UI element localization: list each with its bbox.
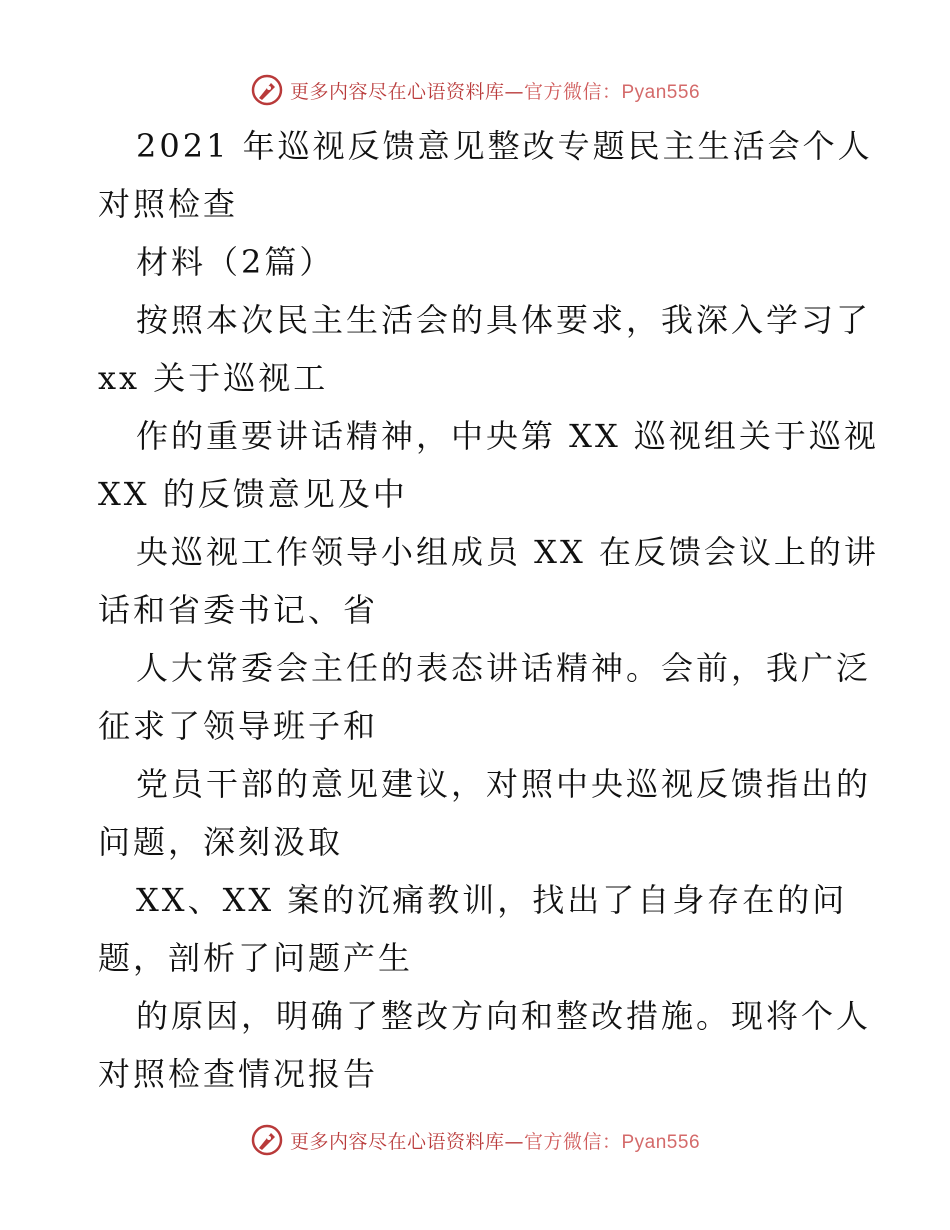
pen-nib-circle-logo-icon — [250, 73, 284, 107]
paragraph-line: 作的重要讲话精神，中央第 XX 巡视组关于巡视 — [136, 417, 879, 455]
watermark-id: Pyan556 — [621, 81, 701, 103]
paragraph-line: XX、XX 案的沉痛教训，找出了自身存在的问 — [136, 881, 848, 919]
paragraph-line: 问题，深刻汲取 — [98, 823, 344, 861]
paragraph-line: xx 关于巡视工 — [98, 359, 329, 397]
paragraph-line: 题，剖析了问题产生 — [98, 939, 414, 977]
doc-title-line-1: 2021 年巡视反馈意见整改专题民主生活会个人 — [136, 127, 873, 165]
paragraph-line: 党员干部的意见建议，对照中央巡视反馈指出的 — [136, 765, 872, 803]
paragraph-line: 按照本次民主生活会的具体要求，我深入学习了 — [136, 301, 872, 339]
doc-title-line-3: 材料（2篇） — [136, 243, 335, 281]
watermark-text — [290, 77, 700, 104]
paragraph-line: 的原因，明确了整改方向和整改措施。现将个人 — [136, 997, 872, 1035]
watermark-sub: 官方微信： — [523, 1130, 622, 1153]
paragraph-line: 人大常委会主任的表态讲话精神。会前，我广泛 — [136, 649, 872, 687]
watermark-dash: — — [504, 80, 524, 103]
paragraph-line: 央巡视工作领导小组成员 XX 在反馈会议上的讲 — [136, 533, 879, 571]
watermark-main: 更多内容尽在心语资料库 — [289, 80, 505, 103]
paragraph-line: XX 的反馈意见及中 — [98, 475, 408, 513]
watermark-text — [290, 1127, 700, 1154]
doc-title-line-2: 对照检查 — [98, 185, 239, 223]
watermark-main: 更多内容尽在心语资料库 — [289, 1130, 505, 1153]
pen-nib-circle-logo-icon — [250, 1123, 284, 1157]
watermark-sub: 官方微信： — [523, 80, 622, 103]
paragraph-line: 征求了领导班子和 — [98, 707, 379, 745]
header-watermark — [0, 70, 950, 110]
paragraph-line: 话和省委书记、省 — [98, 591, 379, 629]
footer-watermark — [0, 1120, 950, 1160]
watermark-id: Pyan556 — [621, 1131, 701, 1153]
watermark-dash: — — [504, 1130, 524, 1153]
paragraph-line: 对照检查情况报告 — [98, 1055, 379, 1093]
